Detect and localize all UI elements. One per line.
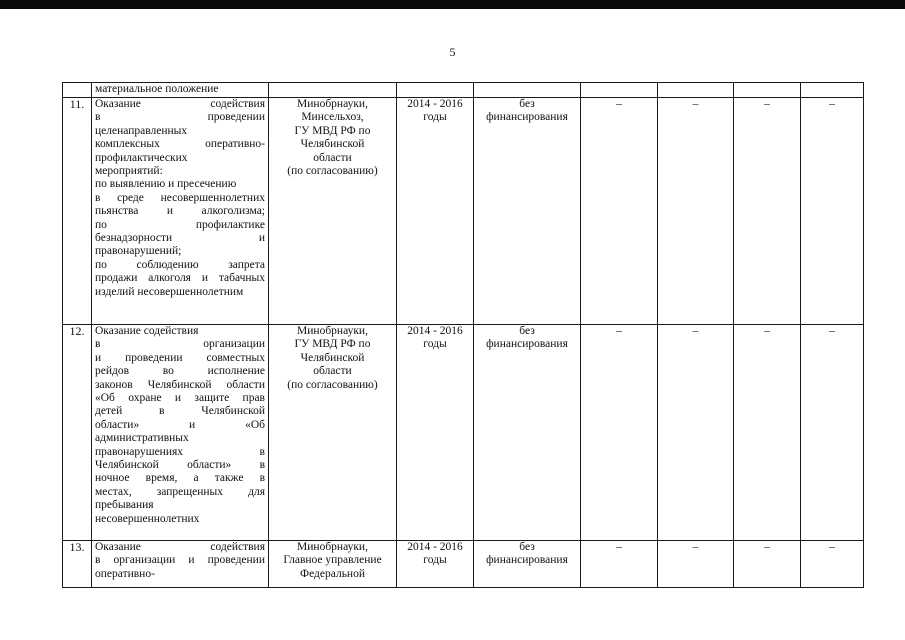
measure-name xyxy=(92,98,269,325)
amount-cell: – xyxy=(734,541,801,588)
executors xyxy=(269,98,397,325)
measure-name-line: в среде несовершеннолетних xyxy=(95,191,265,204)
amount-cell: – xyxy=(801,541,864,588)
scan-border xyxy=(0,0,905,9)
measure-name-line: Оказание содействия xyxy=(95,98,265,110)
measure-name-line: по профилактике xyxy=(95,218,265,231)
measure-name-line: мероприятий: xyxy=(95,165,163,178)
measure-name-line: продажи алкоголя и табачных xyxy=(95,272,265,285)
executors xyxy=(269,325,397,541)
executors-line: Минобрнауки, xyxy=(297,541,368,553)
table-row xyxy=(63,541,864,588)
measure-name-line: целенаправленных xyxy=(95,124,188,137)
executors-line: области xyxy=(313,151,352,164)
funding-line: финансирования xyxy=(486,338,568,351)
executors-line: Главное управление xyxy=(283,554,382,567)
executors-line: Минсельхоз, xyxy=(301,111,364,124)
funding-line: без xyxy=(519,541,535,553)
measure-name-line: в организации xyxy=(95,338,265,351)
funding-line: финансирования xyxy=(486,111,568,124)
row-number: 11. xyxy=(63,98,92,325)
amount-cell: – xyxy=(658,325,734,541)
amount-cell: – xyxy=(801,325,864,541)
period-line: годы xyxy=(423,338,447,351)
period-line: 2014 - 2016 xyxy=(407,98,463,110)
period xyxy=(397,325,474,541)
measure-name-line: комплексных оперативно- xyxy=(95,138,265,151)
row-number: 12. xyxy=(63,325,92,541)
amount-cell: – xyxy=(581,325,658,541)
amount-cell: – xyxy=(734,325,801,541)
executors-line: (по согласованию) xyxy=(287,165,378,178)
measure-name xyxy=(92,325,269,541)
amount-cell: – xyxy=(801,98,864,325)
funding-line: без xyxy=(519,325,535,337)
funding xyxy=(474,325,581,541)
measure-name-line: по выявлению и пресечению xyxy=(95,178,237,191)
table-row xyxy=(63,83,864,98)
funding-line: финансирования xyxy=(486,554,568,567)
amount-cell: – xyxy=(658,98,734,325)
measure-name-line: пребывания xyxy=(95,499,154,512)
measure-name-line: по соблюдению запрета xyxy=(95,258,265,271)
measure-name-line: Челябинской области» в xyxy=(95,459,265,472)
executors-line: Челябинской xyxy=(300,138,365,151)
executors-line: ГУ МВД РФ по xyxy=(294,124,371,137)
row-number: 13. xyxy=(63,541,92,588)
measure-name-line: детей в Челябинской xyxy=(95,405,265,418)
table-row xyxy=(63,325,864,541)
executors-line: Челябинской xyxy=(300,351,365,364)
measure-name-line: Оказание содействия xyxy=(95,541,265,553)
measure-name-line: в проведении xyxy=(95,111,265,124)
measure-name-line: оперативно- xyxy=(95,567,155,580)
amount-cell: – xyxy=(581,98,658,325)
executors-line: Минобрнауки, xyxy=(297,98,368,110)
measure-name-line: области» и «Об xyxy=(95,418,265,431)
measure-name-line: «Об охране и защите прав xyxy=(95,392,265,405)
measure-name-line: изделий несовершеннолетним xyxy=(95,285,244,298)
measure-name-line: профилактических xyxy=(95,151,188,164)
measure-name-line: пьянства и алкоголизма; xyxy=(95,205,265,218)
measure-name xyxy=(92,541,269,588)
amount-cell: – xyxy=(658,541,734,588)
continuation-text: материальное положение xyxy=(92,83,269,98)
measure-name-line: Оказание содействия xyxy=(95,325,199,337)
funding xyxy=(474,98,581,325)
period-line: годы xyxy=(423,111,447,124)
measures-table xyxy=(62,82,864,588)
executors-line: Федеральной xyxy=(300,567,365,580)
measure-name-line: правонарушений; xyxy=(95,245,182,258)
page-number: 5 xyxy=(449,45,456,59)
funding xyxy=(474,541,581,588)
table-row xyxy=(63,98,864,325)
amount-cell: – xyxy=(734,98,801,325)
amount-cell: – xyxy=(581,541,658,588)
executors-line: (по согласованию) xyxy=(287,378,378,391)
measure-name-line: административных xyxy=(95,432,189,445)
measure-name-line: безнадзорности и xyxy=(95,232,265,245)
executors xyxy=(269,541,397,588)
period-line: 2014 - 2016 xyxy=(407,541,463,553)
period xyxy=(397,541,474,588)
measure-name-line: в организации и проведении xyxy=(95,554,265,567)
measure-name-line: рейдов во исполнение xyxy=(95,365,265,378)
executors-line: области xyxy=(313,365,352,378)
measure-name-line: местах, запрещенных для xyxy=(95,485,265,498)
measure-name-line: правонарушениях в xyxy=(95,445,265,458)
measure-name-line: ночное время, а также в xyxy=(95,472,265,485)
executors-line: ГУ МВД РФ по xyxy=(294,338,371,351)
measure-name-line: и проведении совместных xyxy=(95,351,265,364)
measure-name-line: несовершеннолетних xyxy=(95,512,200,525)
period-line: годы xyxy=(423,554,447,567)
funding-line: без xyxy=(519,98,535,110)
period xyxy=(397,98,474,325)
executors-line: Минобрнауки, xyxy=(297,325,368,337)
measure-name-line: законов Челябинской области xyxy=(95,378,265,391)
period-line: 2014 - 2016 xyxy=(407,325,463,337)
